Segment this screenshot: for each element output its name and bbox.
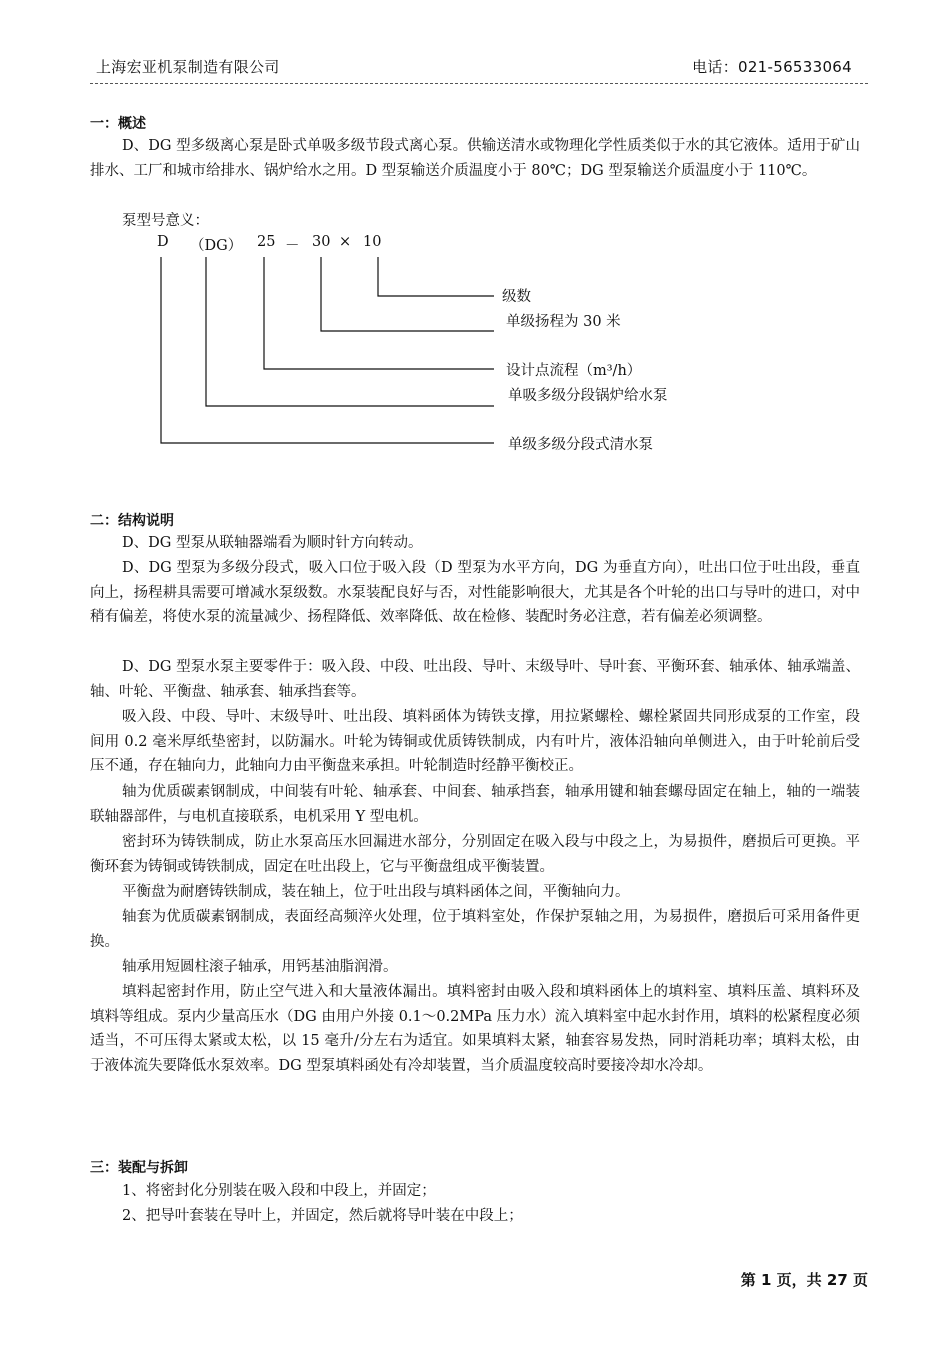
page-number: 第 1 页，共 27 页 (740, 1271, 868, 1289)
assembly-step-1: 1、将密封化分别装在吸入段和中段上，并固定； (122, 1183, 436, 1199)
phone-number: 电话：021-56533064 (692, 58, 852, 76)
model-token-times: × (339, 234, 352, 250)
model-token-dash: － (285, 238, 300, 254)
assembly-step-2: 2、把导叶套装在导叶上，并固定，然后就将导叶装在中段上； (122, 1208, 523, 1224)
label-stages: 级数 (502, 289, 531, 305)
section2-paragraph-10: 填料起密封作用，防止空气进入和大量液体漏出。填料密封由吸入段和填料函体上的填料室、填料压盖、填料环及填料等组成。泵内少量高压水（DG 由用户外接 0.1～0.2MPa 压力水）流入填料室中起水封作用，填料的松紧程度必须适当，不可压得太紧或太松，以 15 毫升/分左右为适宜。如果填料太紧，轴套容易发热，同时消耗功率；填料太松，由于液体流失要降低水泵效率。DG 型泵填料函处有冷却装置，当介质温度较高时要接冷却水冷却。 (90, 984, 860, 1074)
section2-paragraph-2: D、DG 型泵为多级分段式，吸入口位于吸入段（D 型泵为水平方向，DG 为垂直方向），吐出口位于吐出段，垂直向上，扬程耕具需要可增减水泵级数。水泵装配良好与否，对性能影响很大，尤其是各个叶轮的出口与导叶的进口，对中稍有偏差，将使水泵的流量减少、扬程降低、效率降低、故在检修、装配时务必注意，若有偏差必须调整。 (90, 560, 860, 625)
model-token-head: 30 (312, 234, 331, 250)
model-token-flow: 25 (257, 234, 276, 250)
section1-title: 一：概述 (90, 116, 146, 132)
model-meaning-label: 泵型号意义： (122, 213, 209, 229)
model-token-d: D (157, 234, 169, 250)
connector-stages (378, 257, 494, 296)
connector-flow (264, 257, 494, 369)
section2-title: 二：结构说明 (90, 513, 174, 529)
model-token-dg: （DG） (190, 238, 243, 254)
model-diagram-lines (0, 0, 950, 480)
section2-paragraph-1: D、DG 型泵从联轴器端看为顺时针方向转动。 (122, 535, 423, 551)
label-design-flow: 设计点流程（m³/h） (506, 363, 642, 379)
section2-paragraph-5: 轴为优质碳素钢制成，中间装有叶轮、轴承套、中间套、轴承挡套，轴承用键和轴套螺母固定在轴上，轴的一端装联轴器部件，与电机直接联系，电机采用 Y 型电机。 (90, 784, 860, 825)
label-boiler-feed-pump: 单吸多级分段锅炉给水泵 (508, 388, 668, 404)
section2-paragraph-4: 吸入段、中段、导叶、末级导叶、吐出段、填料函体为铸铁支撑，用拉紧螺栓、螺栓紧固共同形成泵的工作室，段间用 0.2 毫米厚纸垫密封，以防漏水。叶轮为铸铜或优质铸铁制成，内有叶片，液体沿轴向单侧进入，由于叶轮前后受压不通，存在轴向力，此轴向力由平衡盘来承担。叶轮制造时经静平衡校正。 (90, 709, 860, 774)
section2-paragraph-9: 轴承用短圆柱滚子轴承，用钙基油脂润滑。 (122, 959, 398, 975)
label-clean-water-pump: 单级多级分段式清水泵 (508, 437, 653, 453)
connector-d (161, 257, 494, 443)
section2-paragraph-8: 轴套为优质碳素钢制成，表面经高频淬火处理，位于填料室处，作保护泵轴之用，为易损件，磨损后可采用备件更换。 (90, 909, 860, 950)
section3-title: 三：装配与拆卸 (90, 1160, 188, 1176)
section2-paragraph-3: D、DG 型泵水泵主要零件于：吸入段、中段、吐出段、导叶、末级导叶、导叶套、平衡环套、轴承体、轴承端盖、轴、叶轮、平衡盘、轴承套、轴承挡套等。 (90, 659, 860, 700)
model-token-stages: 10 (363, 234, 382, 250)
company-name: 上海宏亚机泵制造有限公司 (96, 58, 280, 76)
label-single-stage-head: 单级扬程为 30 米 (506, 314, 621, 330)
section1-paragraph: D、DG 型多级离心泵是卧式单吸多级节段式离心泵。供输送清水或物理化学性质类似于水的其它液体。适用于矿山排水、工厂和城市给排水、锅炉给水之用。D 型泵输送介质温度小于 80℃；DG 型泵输送介质温度小于 110℃。 (90, 138, 860, 179)
section2-paragraph-7: 平衡盘为耐磨铸铁制成，装在轴上，位于吐出段与填料函体之间，平衡轴向力。 (122, 884, 630, 900)
connector-head (321, 257, 494, 331)
section2-paragraph-6: 密封环为铸铁制成，防止水泵高压水回漏进水部分，分别固定在吸入段与中段之上，为易损件，磨损后可更换。平衡环套为铸铜或铸铁制成，固定在吐出段上，它与平衡盘组成平衡装置。 (90, 834, 860, 875)
